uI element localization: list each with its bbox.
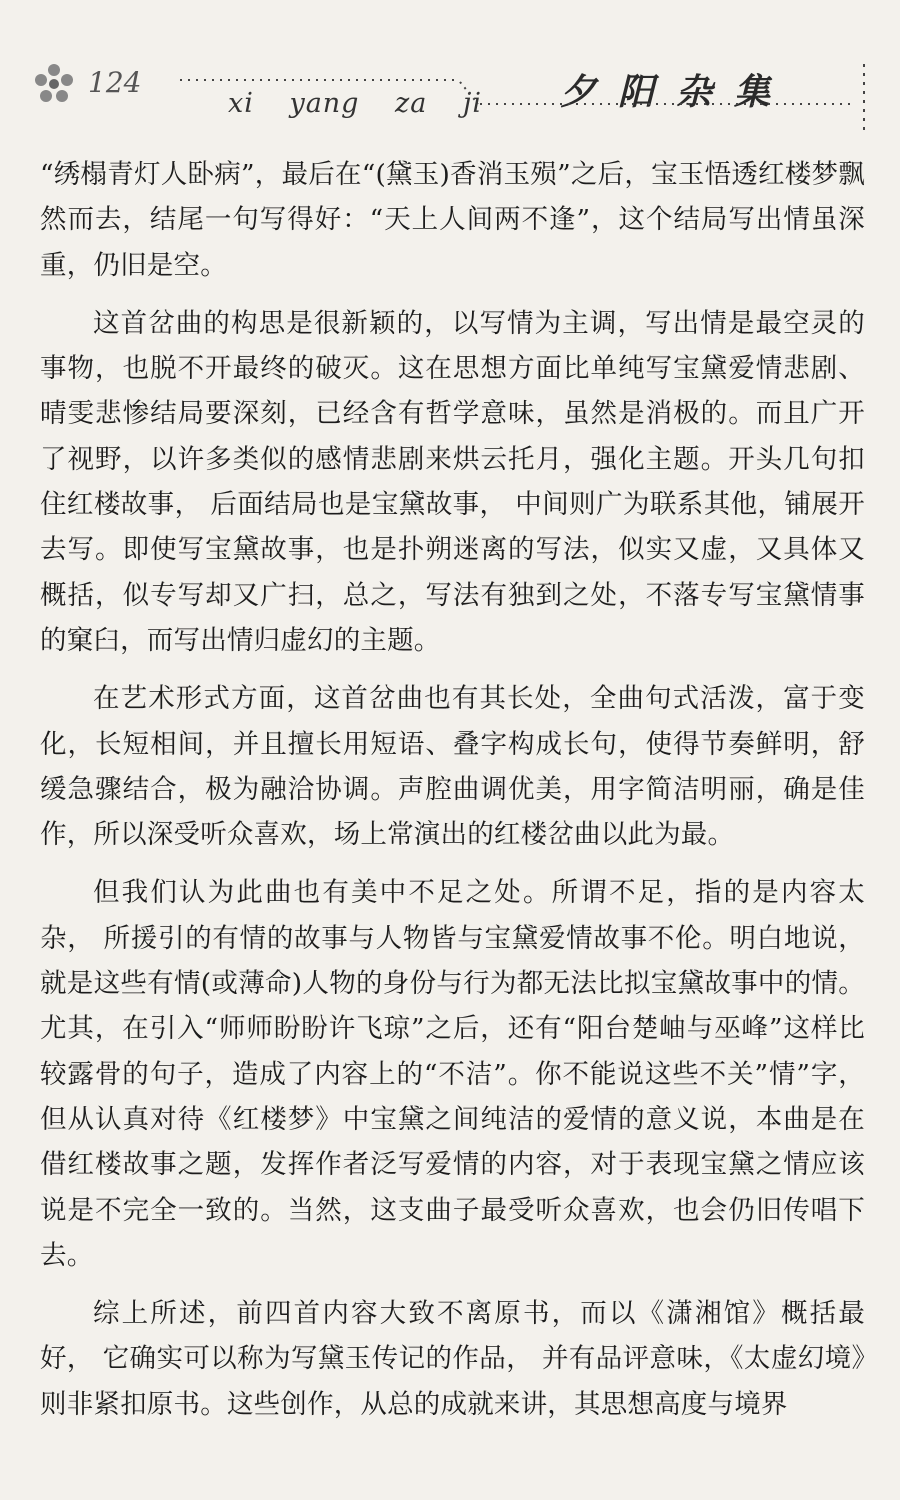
paragraph-1: “绣榻青灯人卧病”，最后在“(黛玉)香消玉殒”之后，宝玉悟透红楼梦飘然而去，结尾一句写得好：“天上人间两不逢”，这个结局写出情虽深重，仍旧是空。 [40,159,865,281]
header-dotted-rule [0,0,900,140]
book-title: 夕阳杂集 [560,71,793,113]
paragraph-2: 这首岔曲的构思是很新颖的，以写情为主调，写出情是最空灵的事物，也脱不开最终的破灭。这在思想方面比单纯写宝黛爱情悲剧、晴雯悲惨结局要深刻，已经含有哲学意味，虽然是消极的。而且广开了视野，以许多类似的感情悲剧来烘云托月，强化主题。开头几句扣住红楼故事， 后面结局也是宝黛故事， 中间则广为联系其他，铺展开去写。即使写宝黛故事，也是扑朔迷离的写法，似实又虚，又具体又概括，似专写却又广扫，总之，写法有独到之处，不落专写宝黛情事的窠臼，而写出情归虚幻的主题。 [40,307,865,656]
pinyin-title: xi yang za ji [228,88,482,119]
paragraph-5: 综上所述，前四首内容大致不离原书，而以《潇湘馆》概括最好， 它确实可以称为写黛玉传记的作品， 并有品评意味，《太虚幻境》则非紧扣原书。这些创作，从总的成就来讲，其思想高度与境界 [40,1298,865,1420]
paragraph-4: 但我们认为此曲也有美中不足之处。所谓不足，指的是内容太杂， 所援引的有情的故事与人物皆与宝黛爱情故事不伦。明白地说，就是这些有情(或薄命)人物的身份与行为都无法比拟宝黛故事中的情。尤其，在引入“师师盼盼许飞琼”之后，还有“阳台楚岫与巫峰”这样比较露骨的句子，造成了内容上的“不洁”。你不能说这些不关”情”字，但从认真对待《红楼梦》中宝黛之间纯洁的爱情的意义说，本曲是在借红楼故事之题，发挥作者泛写爱情的内容，对于表现宝黛之情应该说是不完全一致的。当然，这支曲子最受听众喜欢，也会仍旧传唱下去。 [40,877,865,1271]
page-number: 124 [88,66,142,99]
page-body [40,152,865,1440]
page-header [0,0,900,140]
paragraph-3: 在艺术形式方面，这首岔曲也有其长处，全曲句式活泼，富于变化，长短相间，并且擅长用短语、叠字构成长句，使得节奏鲜明，舒缓急骤结合，极为融洽协调。声腔曲调优美，用字简洁明丽，确是佳作，所以深受听众喜欢，场上常演出的红楼岔曲以此为最。 [40,683,865,851]
